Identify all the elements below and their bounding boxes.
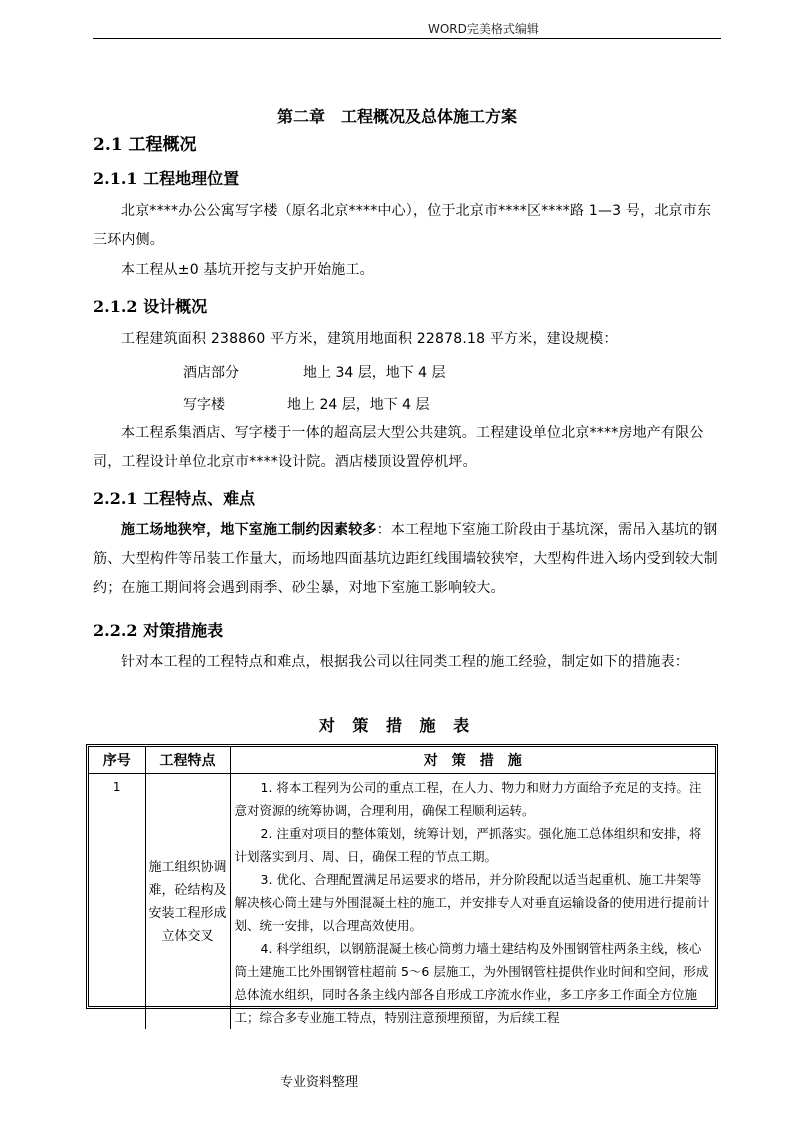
page-header: WORD完美格式编辑 — [428, 22, 539, 36]
measure-item — [235, 822, 713, 868]
design-row-office-label: 写字楼 — [183, 397, 225, 413]
section-2-1-1-heading: 2.1.1 工程地理位置 — [93, 169, 240, 188]
header-measures: 对 策 措 施 — [230, 747, 715, 774]
measure-text: 2. 注重对项目的整体策划，统筹计划，严抓落实。强化施工总体组织和安排，将计划落实到月、周、日，确保工程的节点工期。 — [234, 826, 702, 864]
row-no: 1 — [89, 774, 145, 1030]
start-text: 本工程从±0 基坑开挖与支护开始施工。 — [121, 262, 374, 278]
table-title: 对 策 措 施 表 — [318, 716, 476, 735]
measures-table — [86, 744, 718, 1025]
design-row-office-value: 地上 24 层，地下 4 层 — [287, 397, 430, 413]
location-paragraph — [93, 197, 721, 255]
area-paragraph — [93, 325, 721, 354]
design-row-hotel-label: 酒店部分 — [183, 365, 239, 381]
section-2-1-2-heading: 2.1.2 设计概况 — [93, 297, 208, 316]
difficulty-paragraph — [93, 516, 721, 603]
location-text: 北京****办公公寓写字楼（原名北京****中心），位于北京市****区****路 1—3 号，北京市东三环内侧。 — [93, 203, 712, 248]
difficulty-lead: 施工场地狭窄，地下室施工制约因素较多 — [121, 522, 377, 538]
design-row-hotel-value: 地上 34 层，地下 4 层 — [303, 365, 446, 381]
row-feature: 施工组织协调难，砼结构及安装工程形成立体交叉 — [145, 774, 230, 1030]
measure-text: 4. 科学组织，以钢筋混凝土核心筒剪力墙土建结构及外围钢管柱两条主线，核心筒土建施工比外围钢管柱超前 5～6 层施工，为外围钢管柱提供作业时间和空间，形成总体流水组织，同时各条主线内部各自形成工序流水作业，多工序多工作面全方位施工；综合多专业施工特点，特别注意预埋预留，为后续工程 — [234, 941, 709, 1025]
header-divider — [93, 38, 721, 39]
measure-item — [235, 937, 713, 1029]
row-measures — [230, 774, 715, 1030]
page-footer: 专业资料整理 — [280, 1075, 359, 1090]
area-text: 工程建筑面积 238860 平方米，建筑用地面积 22878.18 平方米，建设规模： — [121, 331, 618, 347]
measures-intro-paragraph — [93, 648, 721, 677]
header-no: 序号 — [89, 747, 145, 774]
measures-intro-text: 针对本工程的工程特点和难点，根据我公司以往同类工程的施工经验，制定如下的措施表： — [121, 654, 689, 670]
building-text: 本工程系集酒店、写字楼于一体的超高层大型公共建筑。工程建设单位北京****房地产有限公司，工程设计单位北京市****设计院。酒店楼顶设置停机坪。 — [93, 425, 704, 470]
header-feature: 工程特点 — [145, 747, 230, 774]
table-header-row — [89, 747, 715, 774]
measure-item — [235, 868, 713, 937]
table-row — [89, 774, 715, 1030]
measure-text: 1. 将本工程列为公司的重点工程，在人力、物力和财力方面给予充足的支持。注意对资源的统筹协调，合理利用，确保工程顺利运转。 — [234, 780, 702, 818]
start-paragraph — [93, 256, 721, 285]
chapter-title: 第二章 工程概况及总体施工方案 — [276, 107, 517, 126]
measure-text: 3. 优化、合理配置满足吊运要求的塔吊，并分阶段配以适当起重机、施工井架等解决核心筒土建与外围混凝土柱的施工，并安排专人对垂直运输设备的使用进行提前计划、统一安排，以合理高效使用。 — [234, 872, 710, 933]
section-2-2-2-heading: 2.2.2 对策措施表 — [93, 621, 224, 640]
measure-item — [235, 776, 713, 822]
difficulty-text: ：本工程地下室施工阶段由于基坑深，需吊入基坑的钢筋、大型构件等吊装工作量大，而场地四面基坑边距红线围墙较狭窄，大型构件进入场内受到较大制约；在施工期间将会遇到雨季、砂尘暴，对地下室施工影响较大。 — [93, 522, 718, 596]
section-2-1-heading: 2.1 工程概况 — [93, 135, 197, 155]
building-paragraph — [93, 419, 721, 477]
section-2-2-1-heading: 2.2.1 工程特点、难点 — [93, 489, 256, 508]
